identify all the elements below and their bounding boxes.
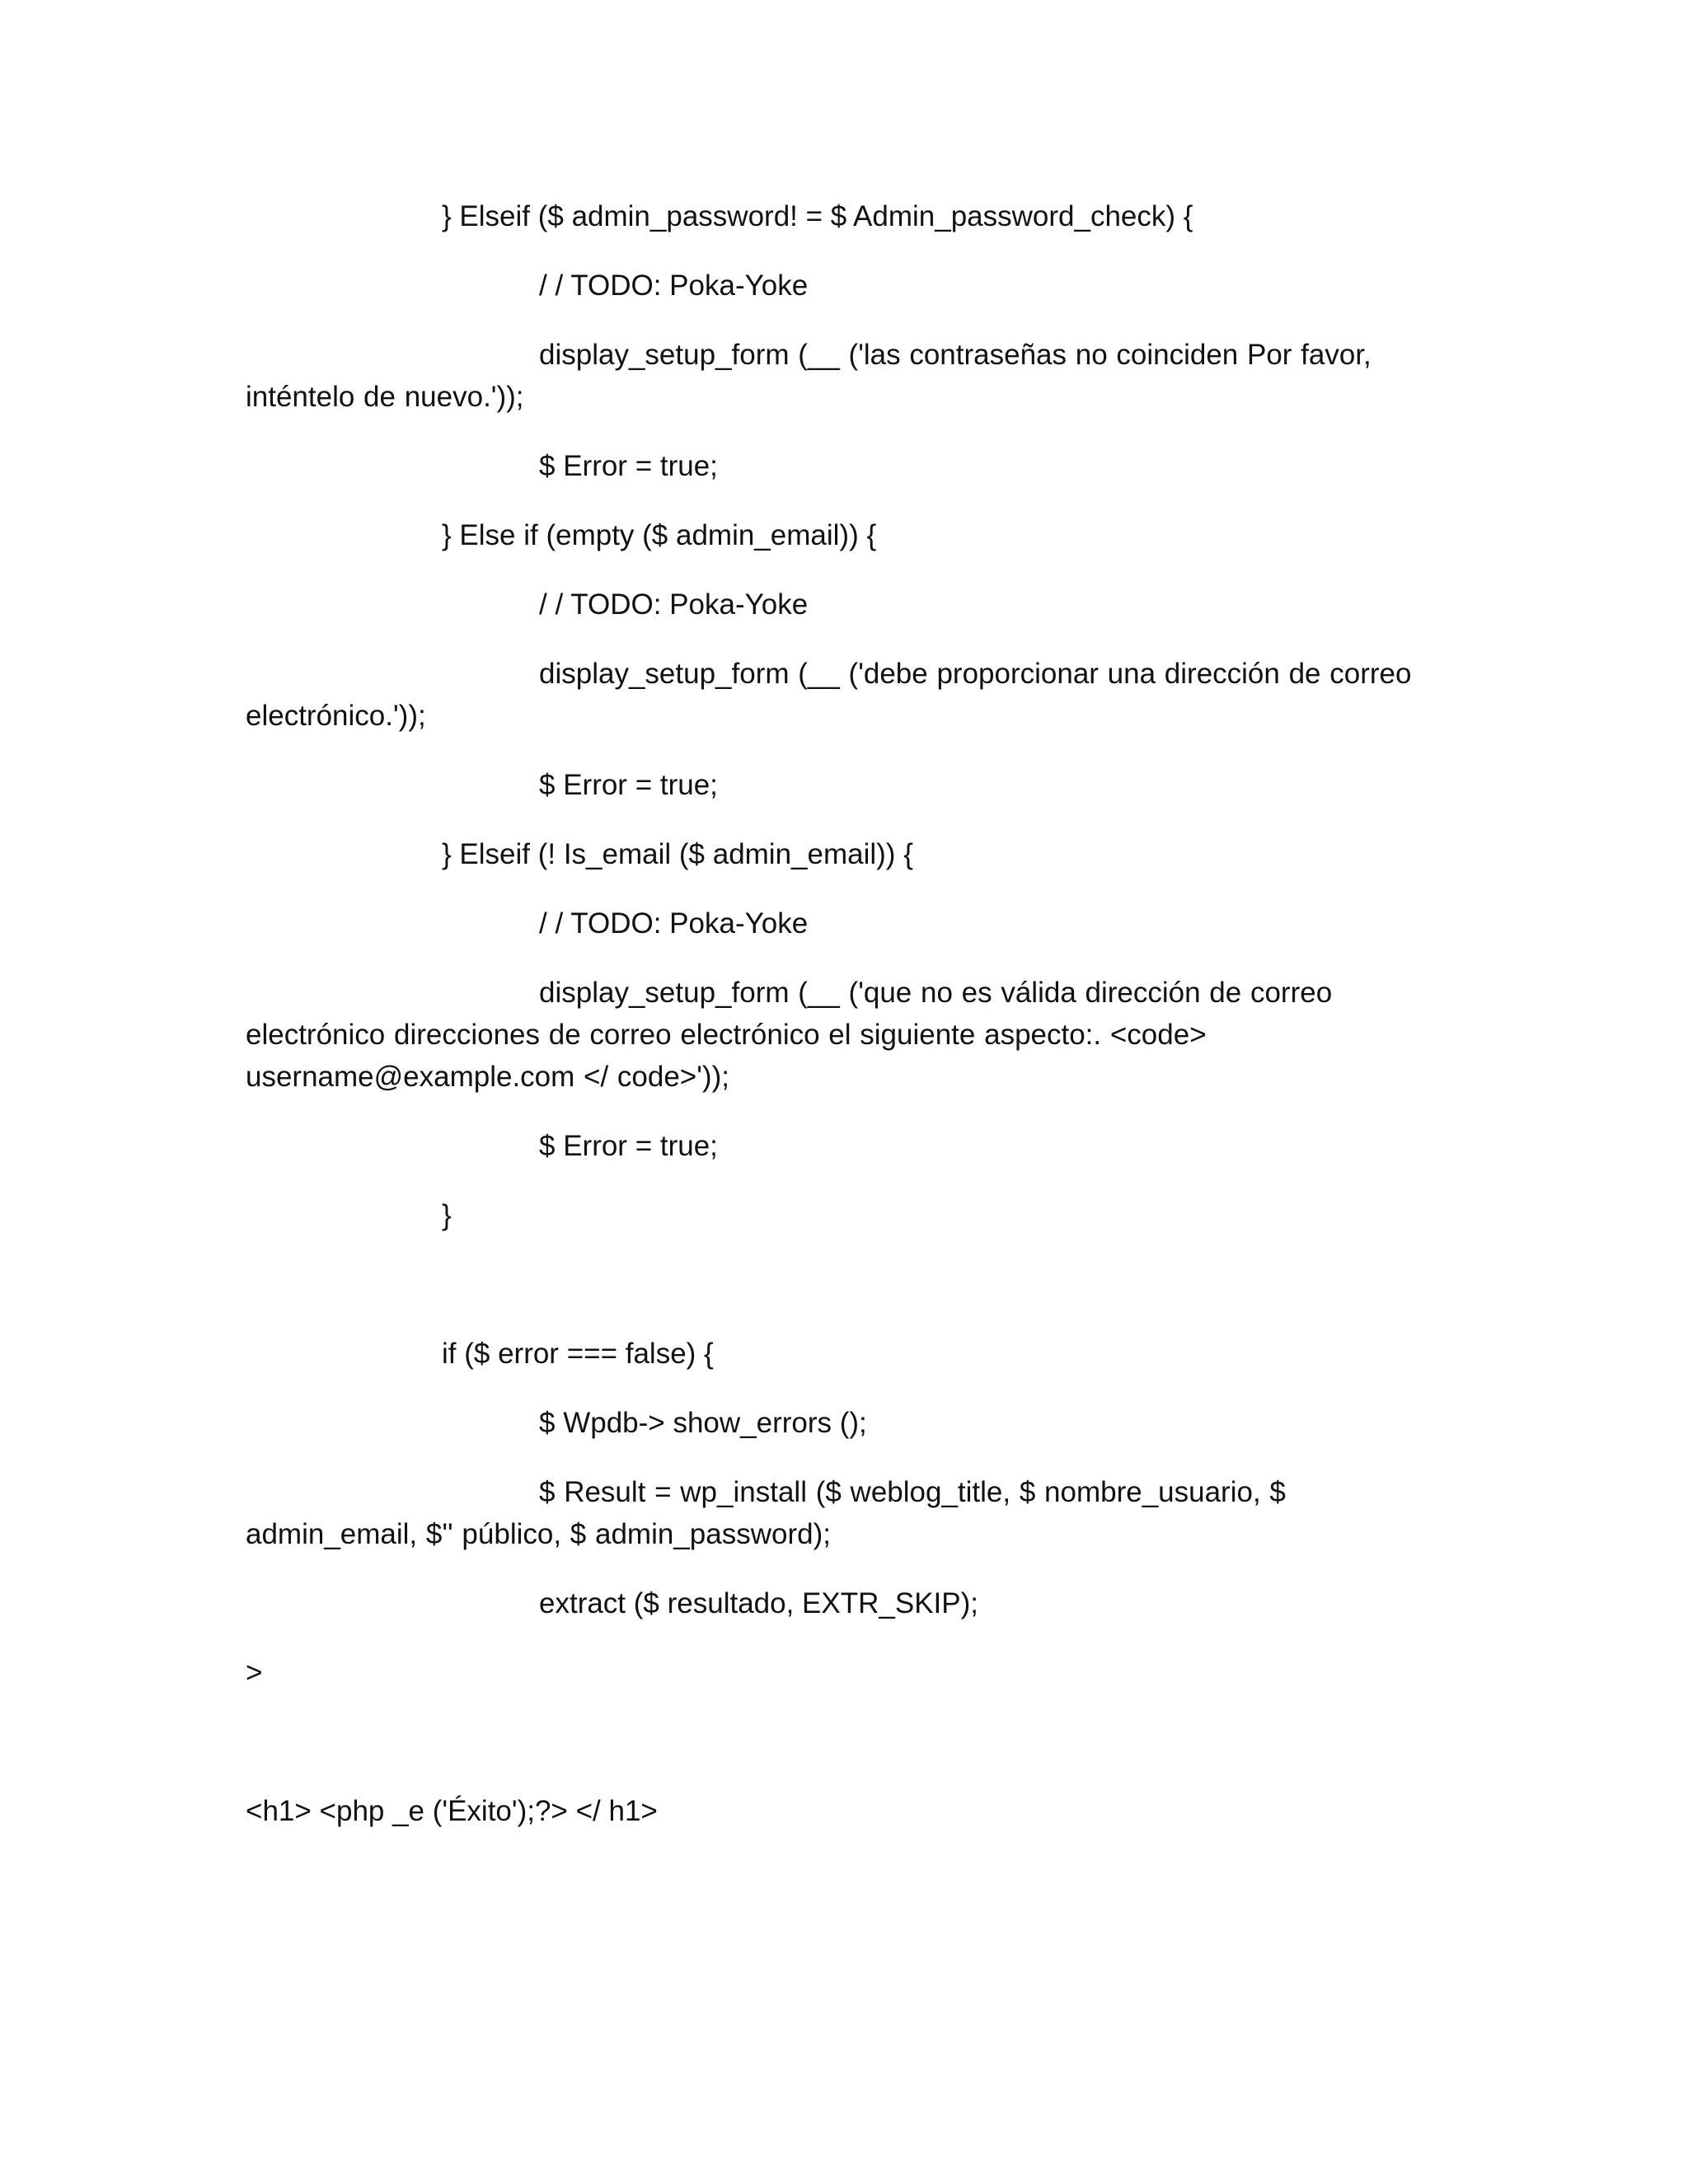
- code-line-error-true: $ Error = true;: [539, 1130, 718, 1162]
- code-line-error-true: $ Error = true;: [539, 450, 718, 482]
- code-line-elseif-password: } Elseif ($ admin_password! = $ Admin_password_check) {: [442, 200, 1193, 232]
- code-line-todo-comment: / / TODO: Poka-Yoke: [539, 907, 809, 940]
- code-line-elseif-is-email: } Elseif (! Is_email ($ admin_email)) {: [442, 838, 913, 870]
- code-line-display-setup-form: display_setup_form (__ ('las contraseñas no coinciden Por favor, inténtelo de nuevo.'));: [246, 339, 1372, 413]
- code-line-else-if-empty: } Else if (empty ($ admin_email)) {: [442, 519, 877, 551]
- code-line-h1-success: <h1> <php _e ('Éxito');?> </ h1>: [246, 1795, 658, 1827]
- code-line-todo-comment: / / TODO: Poka-Yoke: [539, 588, 809, 621]
- code-line-wp-install: $ Result = wp_install ($ weblog_title, $ nombre_usuario, $ admin_email, $'' público, $ admin_password);: [246, 1476, 1286, 1550]
- code-line-display-setup-form: display_setup_form (__ ('que no es válida dirección de correo electrónico direcciones de correo electrónico el siguiente aspecto:. <code> username@example.com </ code>'));: [246, 977, 1333, 1093]
- code-line-display-setup-form: display_setup_form (__ ('debe proporcionar una dirección de correo electrónico.'));: [246, 658, 1412, 732]
- code-line-todo-comment: / / TODO: Poka-Yoke: [539, 269, 809, 302]
- code-line-if-error-false: if ($ error === false) {: [442, 1338, 714, 1370]
- code-line-closing-brace: }: [442, 1199, 452, 1231]
- code-line-php-close: >: [246, 1657, 263, 1689]
- code-line-show-errors: $ Wpdb-> show_errors ();: [539, 1407, 867, 1439]
- code-line-extract: extract ($ resultado, EXTR_SKIP);: [539, 1587, 978, 1619]
- code-line-error-true: $ Error = true;: [539, 769, 718, 801]
